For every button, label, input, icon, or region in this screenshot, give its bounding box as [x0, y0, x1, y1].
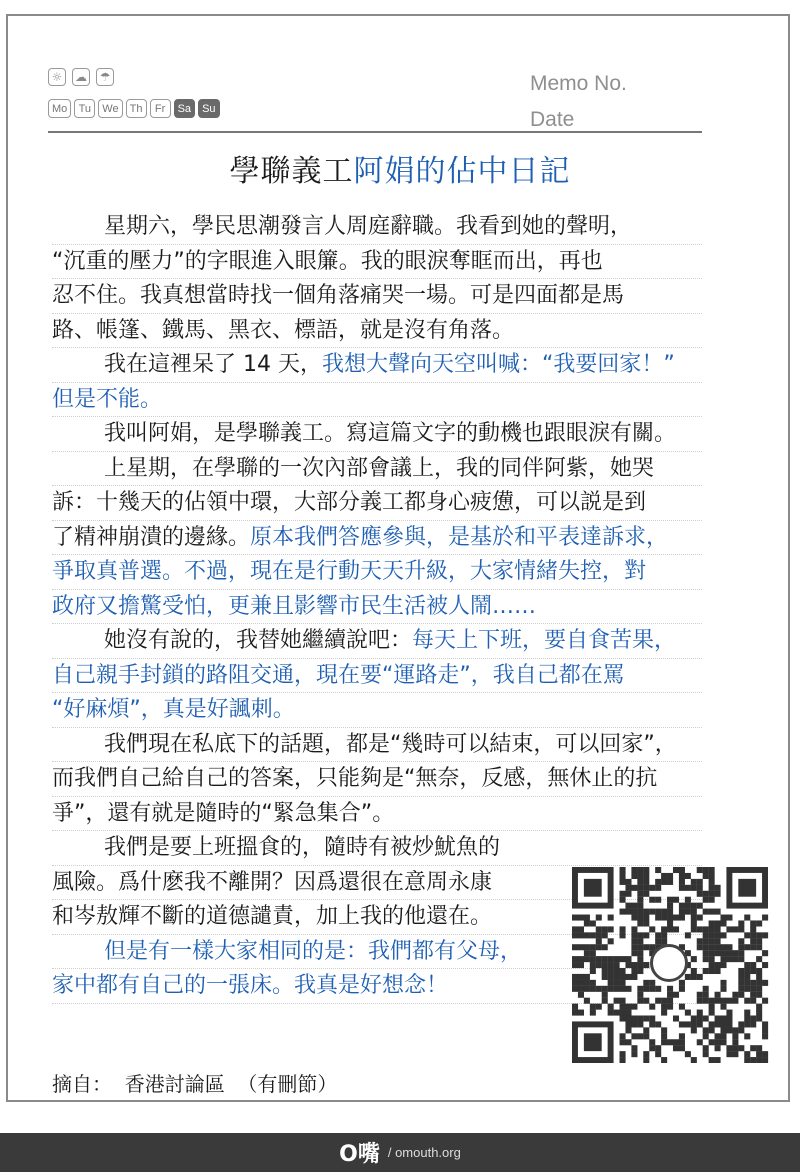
diary-line	[52, 762, 702, 797]
day-we: We	[98, 99, 122, 118]
site-url[interactable]: / omouth.org	[387, 1145, 461, 1160]
diary-line	[52, 590, 702, 625]
diary-line	[52, 417, 702, 452]
day-fr: Fr	[150, 99, 171, 118]
highlight-text: 家中都有自己的一張床。我真是好想念！	[52, 973, 449, 998]
memo-number-label: Memo No.	[530, 72, 627, 95]
diary-line	[52, 831, 702, 866]
body-text: 上星期，在學聯的一次內部會議上，我的同伴阿紫，她哭	[104, 455, 655, 481]
diary-line	[52, 210, 702, 245]
highlight-text: 但是不能。	[52, 386, 163, 412]
body-text: 訴：十幾天的佔領中環，大部分義工都身心疲憊，可以説是到	[52, 490, 647, 515]
body-text: 爭”，還有就是隨時的“緊急集合”。	[52, 800, 395, 826]
diary-line	[52, 624, 702, 659]
body-text: 我叫阿娟，是學聯義工。寫這篇文字的動機也跟眼淚有關。	[104, 421, 677, 446]
qr-logo-circle	[650, 944, 688, 982]
highlight-text: 但是有一樣大家相同的是：我們都有父母，	[104, 938, 523, 964]
highlight-text: 每天上下班，要自食苦果，	[412, 628, 677, 653]
page-title	[0, 152, 800, 192]
weekday-selector	[48, 99, 220, 118]
diary-line	[52, 314, 702, 349]
memo-fields	[530, 66, 627, 138]
diary-line	[52, 797, 702, 832]
umbrella-icon: ☂	[96, 68, 114, 86]
body-text: 和岑敖輝不斷的道德譴責，加上我的他還在。	[52, 904, 493, 929]
body-text: 星期六，學民思潮發言人周庭辭職。我看到她的聲明，	[104, 214, 633, 239]
day-mo: Mo	[48, 99, 71, 118]
body-text: 她沒有說的，我替她繼續說吧：	[104, 628, 413, 653]
diary-line	[52, 348, 702, 383]
footer-bar	[0, 1133, 800, 1172]
highlight-text: 原本我們答應參與，是基於和平表達訴求，	[250, 524, 669, 550]
diary-line	[52, 521, 702, 556]
diary-line	[52, 693, 702, 728]
day-tu: Tu	[74, 99, 95, 118]
sun-icon: ☼	[48, 68, 66, 86]
diary-line	[52, 452, 702, 487]
diary-line	[52, 279, 702, 314]
highlight-text: 自己親手封鎖的路阻交通，現在要“運路走”，我自己都在罵	[52, 662, 625, 688]
body-text: 風險。爲什麽我不離開？因爲還很在意周永康	[52, 869, 493, 895]
body-text: 我們現在私底下的話題，都是“幾時可以結束，可以回家”，	[104, 731, 677, 757]
diary-line	[52, 486, 702, 521]
body-text: “沉重的壓力”的字眼進入眼簾。我的眼淚奪眶而出，再也	[52, 248, 603, 274]
body-text: 忍不住。我真想當時找一個角落痛哭一場。可是四面都是馬	[52, 283, 625, 308]
diary-line	[52, 659, 702, 694]
cloud-sun-icon: ☁	[72, 68, 90, 86]
title-part2: 阿娟的佔中日記	[353, 154, 571, 189]
title-part1: 學聯義工	[229, 154, 354, 189]
day-sa: Sa	[174, 99, 195, 118]
source-credit: 摘自： 香港討論區 （有刪節）	[52, 1072, 338, 1096]
highlight-text: 爭取真普選。不過，現在是行動天天升級，大家情緒失控，對	[52, 559, 647, 584]
highlight-text: “好麻煩”，真是好諷刺。	[52, 697, 295, 722]
body-text: 我在這裡呆了 14 天，	[104, 352, 322, 377]
diary-line	[52, 383, 702, 418]
diary-line	[52, 728, 702, 763]
body-text: 而我們自己給自己的答案，只能夠是“無奈，反感，無休止的抗	[52, 766, 658, 791]
date-label: Date	[530, 108, 575, 131]
highlight-text: 政府又擔驚受怕，更兼且影響市民生活被人鬧……	[52, 593, 537, 619]
day-th: Th	[126, 99, 147, 118]
weather-icons	[48, 68, 114, 86]
highlight-text: 我想大聲向天空叫喊：“我要回家！”	[321, 352, 675, 377]
diary-line	[52, 555, 702, 590]
body-text: 我們是要上班搵食的，隨時有被炒魷魚的	[104, 835, 501, 860]
body-text: 路、帳篷、鐵馬、黑衣、標語，就是沒有角落。	[52, 317, 515, 343]
body-text: 了精神崩潰的邊緣。	[52, 524, 251, 550]
day-su: Su	[198, 99, 219, 118]
diary-line	[52, 245, 702, 280]
omouth-logo: O嘴	[339, 1142, 380, 1167]
header-divider	[48, 131, 702, 133]
